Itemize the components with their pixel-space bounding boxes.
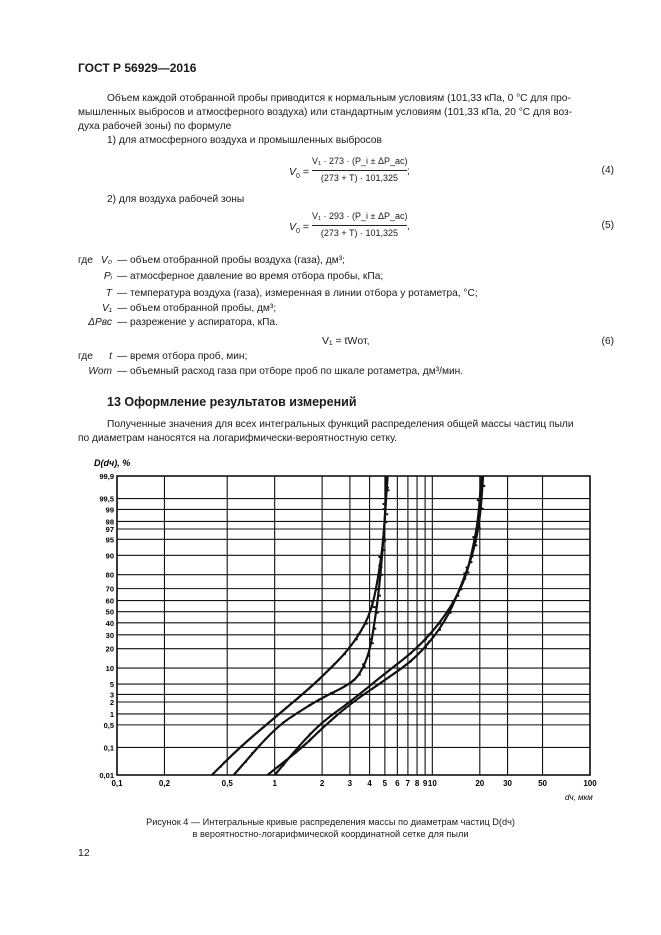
chart-grid (117, 476, 590, 775)
page-number: 12 (78, 847, 90, 859)
definition-text: — атмосферное давление во время отбора пробы, кПа; (117, 271, 384, 282)
data-point (333, 717, 335, 719)
x-tick-label: 7 (405, 779, 411, 788)
data-point (381, 574, 383, 576)
data-point (333, 691, 335, 693)
curve-3 (275, 476, 482, 775)
data-point (382, 503, 384, 505)
data-point (318, 730, 320, 732)
data-point (483, 485, 485, 487)
data-point (473, 539, 475, 541)
data-point (450, 612, 452, 614)
data-point (398, 662, 400, 664)
data-point (386, 513, 388, 515)
y-tick-label: 0,1 (103, 743, 114, 753)
data-point (344, 685, 346, 687)
definition-prefix: где (78, 255, 93, 266)
data-point (308, 735, 310, 737)
document-header: ГОСТ Р 56929—2016 (78, 61, 197, 75)
data-point (464, 578, 466, 580)
data-point (295, 752, 297, 754)
formula-5-lhs: $V_0$ = (289, 221, 309, 236)
data-point (364, 692, 366, 694)
data-point (344, 707, 346, 709)
data-point (249, 737, 251, 739)
data-point (368, 655, 370, 657)
chart-frame (117, 476, 590, 775)
data-point (425, 638, 427, 640)
data-point (282, 762, 284, 764)
data-point (387, 489, 389, 491)
y-tick-label: 0,01 (99, 771, 114, 780)
section-title: 13 Оформление результатов измерений (107, 395, 357, 409)
data-point (394, 672, 396, 674)
data-point (374, 628, 376, 630)
data-point (309, 686, 311, 688)
data-point (318, 679, 320, 681)
data-point (285, 706, 287, 708)
definition-symbol: t (109, 351, 112, 362)
formula-5-numerator: V₁ · 293 · (P_i ± ΔP_ас) (312, 211, 408, 221)
data-point (357, 633, 359, 635)
y-tick-label: 60 (105, 596, 114, 606)
data-point (296, 712, 298, 714)
section-paragraph-line-2: по диаметрам наносятся на логарифмически-вероятностную сетку. (78, 433, 397, 444)
data-point (296, 698, 298, 700)
data-point (364, 688, 366, 690)
x-tick-label: 4 (367, 779, 372, 788)
data-point (283, 721, 285, 723)
y-tick-label: 30 (105, 630, 114, 640)
data-point (283, 764, 285, 766)
data-point (333, 663, 335, 665)
x-tick-label: 0,2 (158, 779, 171, 788)
y-tick-label: 97 (105, 524, 114, 534)
y-tick-label: 99,9 (99, 472, 114, 481)
y-tick-label: 10 (105, 664, 114, 674)
formula-4-denominator: (273 + T) · 101,325 (320, 173, 399, 183)
data-point (333, 712, 335, 714)
definition-symbol: T (105, 288, 112, 299)
formula-5-intro: 2) для воздуха рабочей зоны (107, 194, 245, 205)
y-tick-label: 99 (105, 505, 114, 515)
data-point (360, 695, 362, 697)
x-tick-label: 1 (272, 779, 277, 788)
data-point (439, 629, 441, 631)
x-tick-label: 2 (319, 779, 325, 788)
intro-line-2: мышленных выбросов и атмосферного воздуха) или стандартным условиям (101,33 кПа, 20 °С для воз- (78, 107, 573, 118)
y-tick-label: 0,5 (103, 720, 114, 730)
data-point (352, 679, 354, 681)
figure-caption-line-1: Рисунок 4 — Интегральные кривые распределения массы по диаметрам частиц D(dч) (146, 817, 515, 827)
chart-curves (212, 476, 486, 775)
data-point (360, 692, 362, 694)
formula-4-end: ; (407, 166, 410, 177)
data-point (309, 704, 311, 706)
data-point (245, 761, 247, 763)
data-point (330, 667, 332, 669)
y-tick-label: 40 (105, 618, 114, 628)
figure-caption-line-2: в вероятностно-логарифмической координатной сетке для пыли (192, 829, 469, 839)
x-tick-label: 3 (347, 779, 353, 788)
x-tick-label: 20 (475, 779, 485, 788)
x-tick-label: 100 (583, 779, 597, 788)
chart-tick-labels (99, 472, 597, 788)
formula-4-lhs: $V_0$ = (289, 166, 309, 181)
y-tick-label: 5 (109, 680, 114, 690)
data-point (379, 595, 381, 597)
x-tick-label: 50 (538, 779, 547, 788)
definition-text: — объем отобранной пробы воздуха (газа), дм³; (117, 255, 345, 266)
y-tick-label: 95 (105, 535, 114, 545)
data-point (318, 725, 320, 727)
data-point (479, 527, 481, 529)
intro-line-1: Объем каждой отобранной пробы приводится к нормальным условиям (101,33 кПа, 0 °С для про- (107, 93, 571, 104)
data-point (285, 719, 287, 721)
equation-number-5: (5) (601, 220, 614, 231)
formula-4-numerator: V₁ · 273 · (P_i ± ΔP_ас) (312, 156, 408, 166)
data-point (371, 600, 373, 602)
section-paragraph-line-1: Полученные значения для всех интегральных функций распределения общей массы частиц пыли (107, 419, 574, 430)
data-point (398, 669, 400, 671)
data-point (457, 595, 459, 597)
data-point (362, 663, 364, 665)
y-tick-label: 99,5 (99, 494, 114, 504)
x-tick-label: 30 (503, 779, 513, 788)
data-point (383, 549, 385, 551)
data-point (344, 704, 346, 706)
data-point (378, 556, 380, 558)
data-point (364, 666, 366, 668)
data-point (330, 720, 332, 722)
x-tick-label: 0,1 (111, 779, 123, 788)
data-point (425, 646, 427, 648)
definition-text: — температура воздуха (газа), измеренная в линии отбора у ротаметра, °С; (117, 288, 478, 299)
data-point (470, 561, 472, 563)
data-point (309, 738, 311, 740)
data-point (449, 606, 451, 608)
chart-y-label: D(dч), % (94, 458, 131, 468)
data-point (330, 715, 332, 717)
definition-symbol: V₀ (100, 255, 112, 266)
equation-number-6: (6) (601, 336, 614, 347)
formula-4-intro: 1) для атмосферного воздуха и промышленных выбросов (107, 135, 382, 146)
definition-text: — время отбора проб, мин; (117, 351, 248, 362)
data-point (410, 660, 412, 662)
definition-text: — объемный расход газа при отборе проб по шкале ротаметра, дм³/мин. (117, 366, 464, 377)
formula-5-end: , (407, 221, 410, 232)
data-point (254, 733, 256, 735)
data-point (377, 683, 379, 685)
y-tick-label: 1 (109, 709, 114, 719)
data-point (482, 508, 484, 510)
definition-symbol: Wот (88, 366, 112, 377)
y-tick-label: 50 (105, 607, 114, 617)
data-point (394, 665, 396, 667)
definition-text: — объем отобранной пробы, дм³; (117, 303, 277, 314)
data-point (467, 571, 469, 573)
formula-5-denominator: (273 + T) · 101,325 (320, 228, 399, 238)
definition-symbol: ΔPвс (88, 317, 112, 328)
data-point (234, 752, 236, 754)
data-point (220, 766, 222, 768)
y-tick-label: 2 (109, 698, 114, 708)
data-point (428, 641, 430, 643)
y-tick-label: 20 (105, 644, 114, 654)
data-point (309, 733, 311, 735)
data-point (330, 692, 332, 694)
data-point (318, 698, 320, 700)
chart-x-label: dч, мкм (565, 793, 593, 802)
data-point (428, 633, 430, 635)
x-tick-label: 10 (427, 779, 437, 788)
data-point (378, 564, 380, 566)
data-point (439, 623, 441, 625)
data-point (356, 638, 358, 640)
data-point (366, 623, 368, 625)
curve-4 (268, 476, 484, 775)
equation-number-4: (4) (601, 165, 614, 176)
data-point (410, 652, 412, 654)
data-point (359, 674, 361, 676)
data-point (265, 737, 267, 739)
data-point (223, 762, 225, 764)
y-tick-label: 90 (105, 551, 114, 561)
x-tick-label: 9 (422, 779, 428, 788)
definition-symbol: V₁ (101, 303, 112, 314)
data-point (463, 572, 465, 574)
intro-line-3: духа рабочей зоны) по формуле (78, 121, 232, 132)
data-point (369, 638, 371, 640)
data-point (251, 752, 253, 754)
data-point (377, 678, 379, 680)
data-point (382, 508, 384, 510)
data-point (478, 499, 480, 501)
y-tick-label: 98 (105, 517, 114, 527)
data-point (475, 544, 477, 546)
data-point (372, 642, 374, 644)
y-tick-label: 3 (109, 690, 114, 700)
x-tick-label: 6 (395, 779, 400, 788)
data-point (267, 722, 269, 724)
data-point (344, 653, 346, 655)
data-point (277, 766, 279, 768)
x-tick-label: 8 (414, 779, 420, 788)
data-point (472, 536, 474, 538)
curve-1 (212, 476, 386, 775)
definition-text: — разрежение у аспиратора, кПа. (117, 317, 278, 328)
definition-prefix: где (78, 351, 93, 362)
definition-symbol: Pᵢ (103, 271, 112, 282)
x-tick-label: 0,5 (221, 779, 233, 788)
data-point (374, 606, 376, 608)
data-point (377, 612, 379, 614)
x-tick-label: 5 (382, 779, 388, 788)
formula-6: V₁ = tWот, (322, 335, 370, 347)
data-point (283, 709, 285, 711)
y-tick-label: 70 (105, 584, 114, 594)
data-point (385, 521, 387, 523)
y-tick-label: 80 (105, 570, 114, 580)
